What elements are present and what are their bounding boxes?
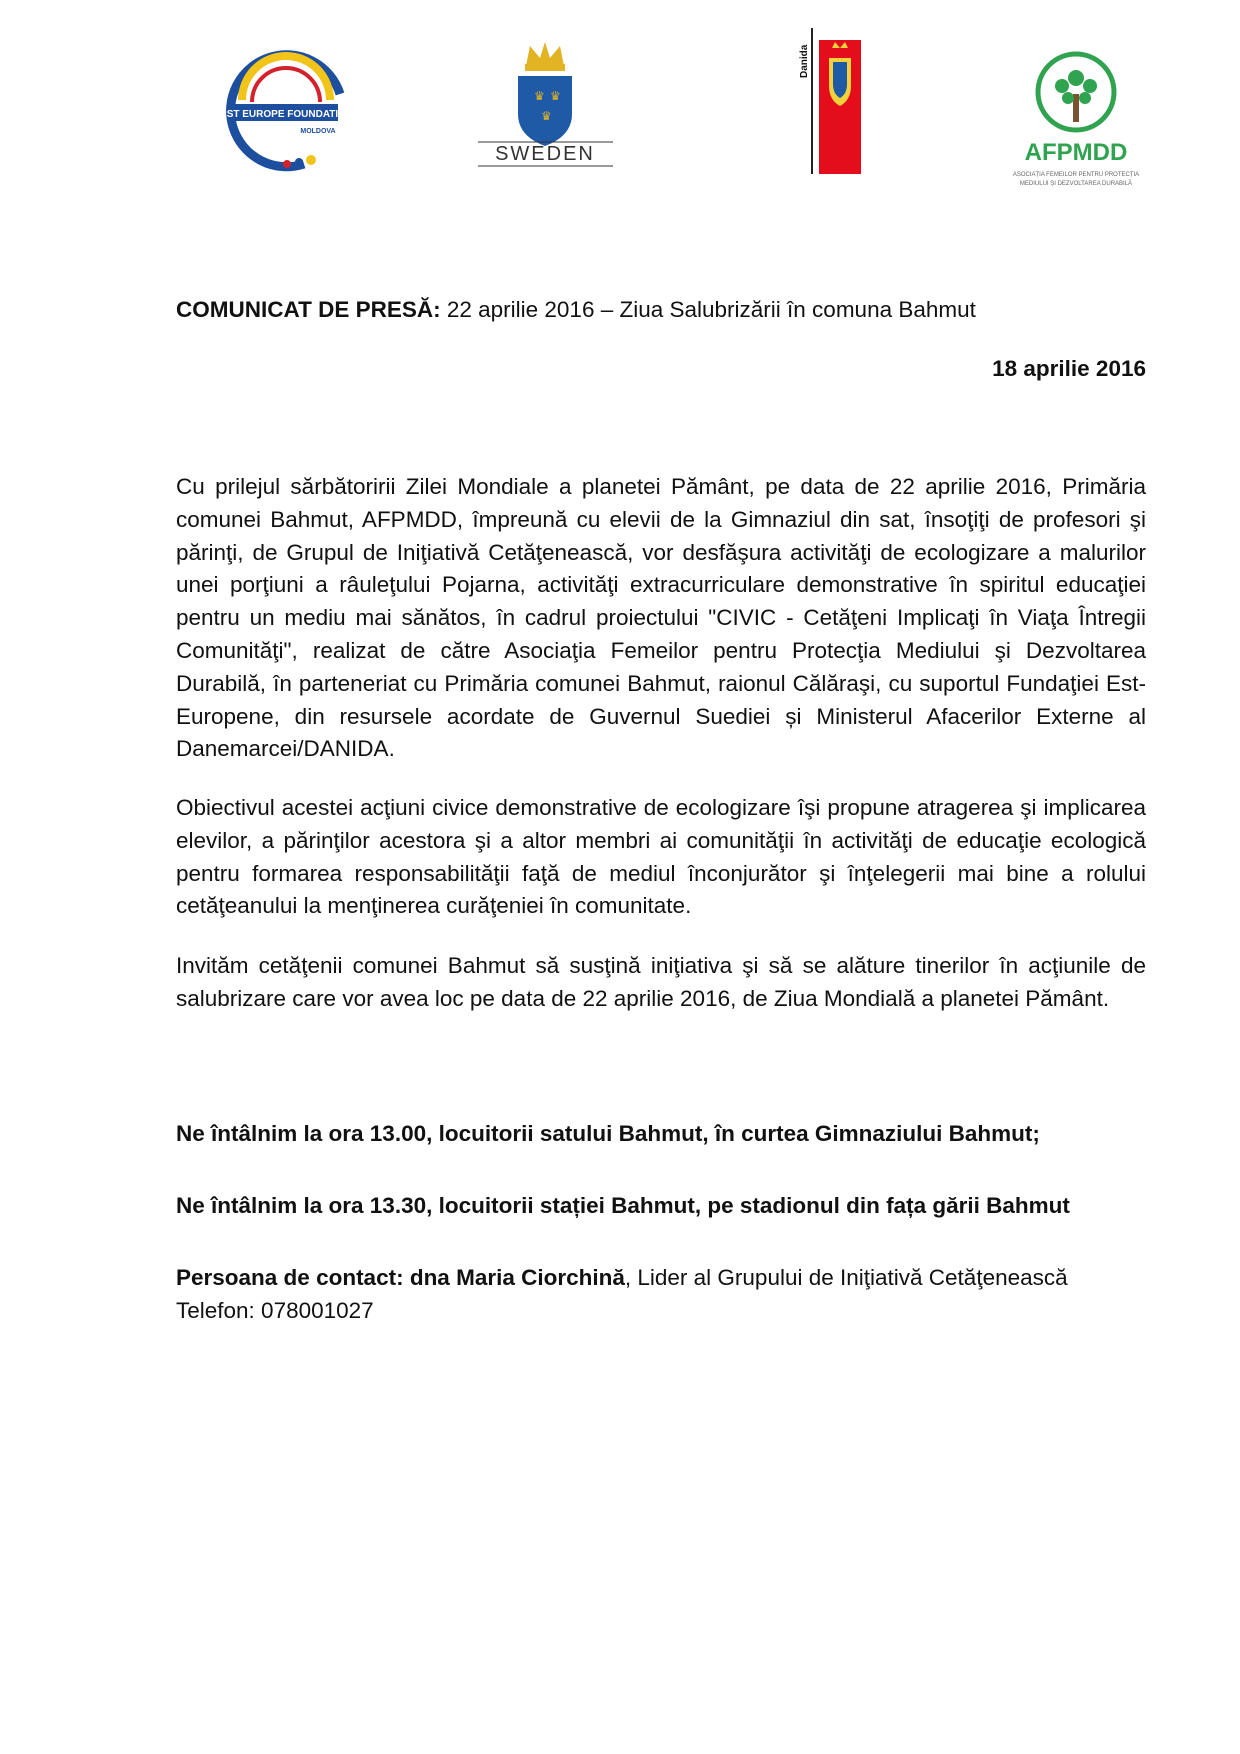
paragraph-intro: Cu prilejul sărbătoririi Zilei Mondiale a planetei Pământ, pe data de 22 aprilie 2016, Primăria comunei Bahmut, AFPMDD, împreună cu elevii de la Gimnaziul din sat, însoţiţi de profesori şi părinţi, de Grupul de Iniţiativă Cetăţenească, vor desfăşura activităţi de ecologizare a malurilor unei porţiuni a râuleţului Pojarna, activităţi extracurriculare demonstrative în spiritul educaţiei pentru un mediu mai sănătos, în cadrul proiectului "CIVIC - Cetăţeni Implicaţi în Viaţa Întregii Comunităţi", realizat de către Asociaţia Femeilor pentru Protecţia Mediului şi Dezvoltarea Durabilă, în parteneriat cu Primăria comunei Bahmut, raionul Călăraşi, cu suportul Fundaţiei Est-Europene, din resursele acordate de Guvernul Suediei și Ministerul Afacerilor Externe al Danemarcei/DANIDA.	[176, 474, 1146, 762]
crown-icon: ♛	[541, 109, 552, 123]
afpmdd-subtitle-1: ASOCIAȚIA FEMEILOR PENTRU PROTECȚIA	[1012, 172, 1140, 178]
heading-label: COMUNICAT DE PRESĂ:	[176, 297, 441, 322]
contact-block	[176, 1262, 1146, 1328]
contact-phone: Telefon: 078001027	[176, 1297, 374, 1323]
danida-logo	[795, 28, 865, 174]
paragraph-objective: Obiectivul acestei acţiuni civice demonstrative de ecologizare îşi propune atragerea şi implicarea elevilor, a părinţilor acestora şi a altor membri ai comunităţii în activităţi de educaţie ecologică pentru formarea responsabilităţii faţă de mediul înconjurător şi înţelegerii mai bine a rolului cetăţeanului la menţinerea curăţeniei în comunitate.	[176, 795, 1146, 919]
afpmdd-logo	[1010, 46, 1150, 196]
east-europe-foundation-logo	[212, 42, 354, 172]
crown-icon: ♛	[534, 89, 545, 103]
sweden-logo	[478, 36, 613, 166]
contact-role: , Lider al Grupului de Iniţiativă Cetăţenească	[624, 1265, 1068, 1290]
eef-logo-text: EAST EUROPE FOUNDATION	[212, 109, 354, 120]
release-date: 18 aprilie 2016	[992, 356, 1146, 381]
meeting-station: Ne întâlnim la ora 13.30, locuitorii stației Bahmut, pe stadionul din fața gării Bahmut	[176, 1193, 1070, 1218]
afpmdd-subtitle-2: MEDIULUI ȘI DEZVOLTAREA DURABILĂ	[1019, 181, 1133, 187]
press-release-heading	[176, 294, 1146, 327]
eef-logo-subtext: MOLDOVA	[300, 128, 336, 135]
heading-title: 22 aprilie 2016 – Ziua Salubrizării în comuna Bahmut	[440, 297, 976, 322]
afpmdd-name: AFPMDD	[1024, 139, 1128, 166]
paragraph-invitation: Invităm cetăţenii comunei Bahmut să susţină iniţiativa şi să se alăture tinerilor în acţiunile de salubrizare care vor avea loc pe data de 22 aprilie 2016, de Ziua Mondială a planetei Pământ.	[176, 953, 1146, 1011]
meeting-village: Ne întâlnim la ora 13.00, locuitorii satului Bahmut, în curtea Gimnaziului Bahmut;	[176, 1121, 1040, 1146]
sweden-label: SWEDEN	[495, 143, 595, 165]
crown-icon: ♛	[550, 89, 561, 103]
contact-person: Persoana de contact: dna Maria Ciorchină	[176, 1265, 625, 1290]
danida-label: Danida	[799, 44, 810, 78]
